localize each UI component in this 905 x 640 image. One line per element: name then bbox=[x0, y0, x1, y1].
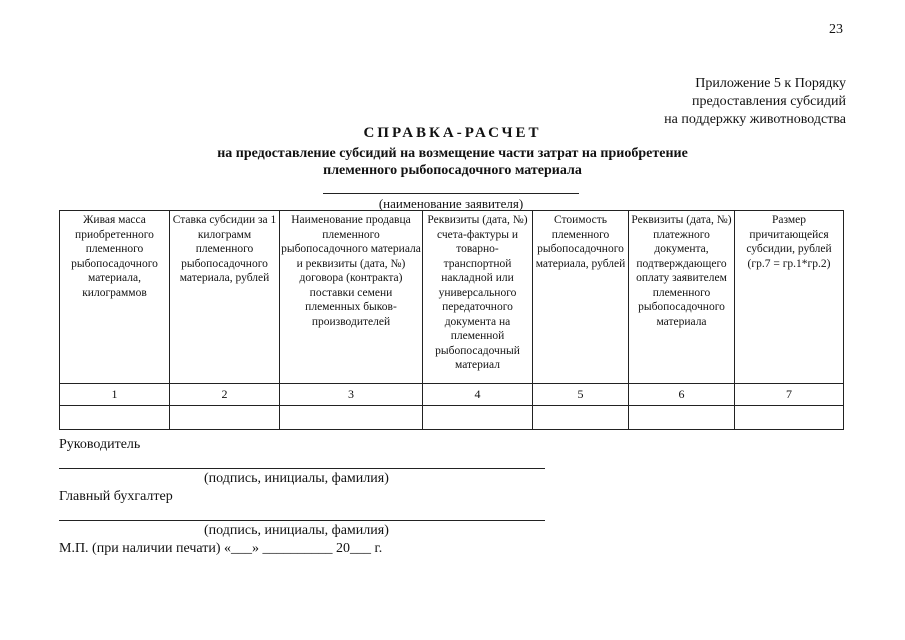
appendix-line-3: на поддержку животноводства bbox=[664, 112, 846, 127]
header-cell-4: Реквизиты (дата, №) счета-фактуры и товарно-транспортной накладной или универсального передаточного документа на племенной рыбопосадочный материал bbox=[423, 211, 533, 384]
column-number-row bbox=[60, 384, 844, 406]
column-number-4: 4 bbox=[423, 384, 533, 406]
accountant-signature-caption: (подпись, инициалы, фамилия) bbox=[204, 523, 389, 538]
head-label: Руководитель bbox=[59, 437, 141, 452]
data-cell-7[interactable] bbox=[735, 406, 844, 430]
data-cell-5[interactable] bbox=[533, 406, 629, 430]
data-cell-4[interactable] bbox=[423, 406, 533, 430]
column-number-7: 7 bbox=[735, 384, 844, 406]
data-cell-6[interactable] bbox=[629, 406, 735, 430]
page-number: 23 bbox=[829, 22, 843, 37]
table-data-row bbox=[60, 406, 844, 430]
appendix-line-1: Приложение 5 к Порядку bbox=[695, 76, 846, 91]
head-signature-caption: (подпись, инициалы, фамилия) bbox=[204, 471, 389, 486]
data-cell-1[interactable] bbox=[60, 406, 170, 430]
header-cell-6: Реквизиты (дата, №) платежного документа, подтверждающего оплату заявителем племенного рыбопосадочного материала bbox=[629, 211, 735, 384]
header-cell-3: Наименование продавца племенного рыбопосадочного материала и реквизиты (дата, №) договора (контракта) поставки семени племенных быков-производителей bbox=[280, 211, 423, 384]
table-header-row bbox=[60, 211, 844, 384]
data-cell-2[interactable] bbox=[170, 406, 280, 430]
column-number-5: 5 bbox=[533, 384, 629, 406]
data-cell-3[interactable] bbox=[280, 406, 423, 430]
subtitle-line-1: на предоставление субсидий на возмещение части затрат на приобретение bbox=[217, 146, 688, 161]
header-cell-5: Стоимость племенного рыбопосадочного материала, рублей bbox=[533, 211, 629, 384]
column-number-2: 2 bbox=[170, 384, 280, 406]
header-cell-2: Ставка субсидии за 1 килограмм племенного рыбопосадочного материала, рублей bbox=[170, 211, 280, 384]
head-signature-line[interactable] bbox=[59, 468, 545, 469]
header-cell-7: Размер причитающейся субсидии, рублей (гр.7 = гр.1*гр.2) bbox=[735, 211, 844, 384]
accountant-label: Главный бухгалтер bbox=[59, 489, 173, 504]
subtitle-line-2: племенного рыбопосадочного материала bbox=[323, 163, 582, 178]
header-cell-1: Живая масса приобретенного племенного рыбопосадочного материала, килограммов bbox=[60, 211, 170, 384]
calculation-table bbox=[59, 210, 844, 430]
column-number-6: 6 bbox=[629, 384, 735, 406]
accountant-signature-line[interactable] bbox=[59, 520, 545, 521]
document-title: СПРАВКА-РАСЧЕТ bbox=[363, 125, 542, 141]
appendix-header bbox=[486, 75, 846, 129]
appendix-line-2: предоставления субсидий bbox=[691, 94, 846, 109]
applicant-name-line bbox=[323, 193, 579, 194]
stamp-date-line: М.П. (при наличии печати) «___» __________ 20___ г. bbox=[59, 541, 383, 556]
column-number-1: 1 bbox=[60, 384, 170, 406]
applicant-name-caption: (наименование заявителя) bbox=[378, 196, 524, 211]
column-number-3: 3 bbox=[280, 384, 423, 406]
